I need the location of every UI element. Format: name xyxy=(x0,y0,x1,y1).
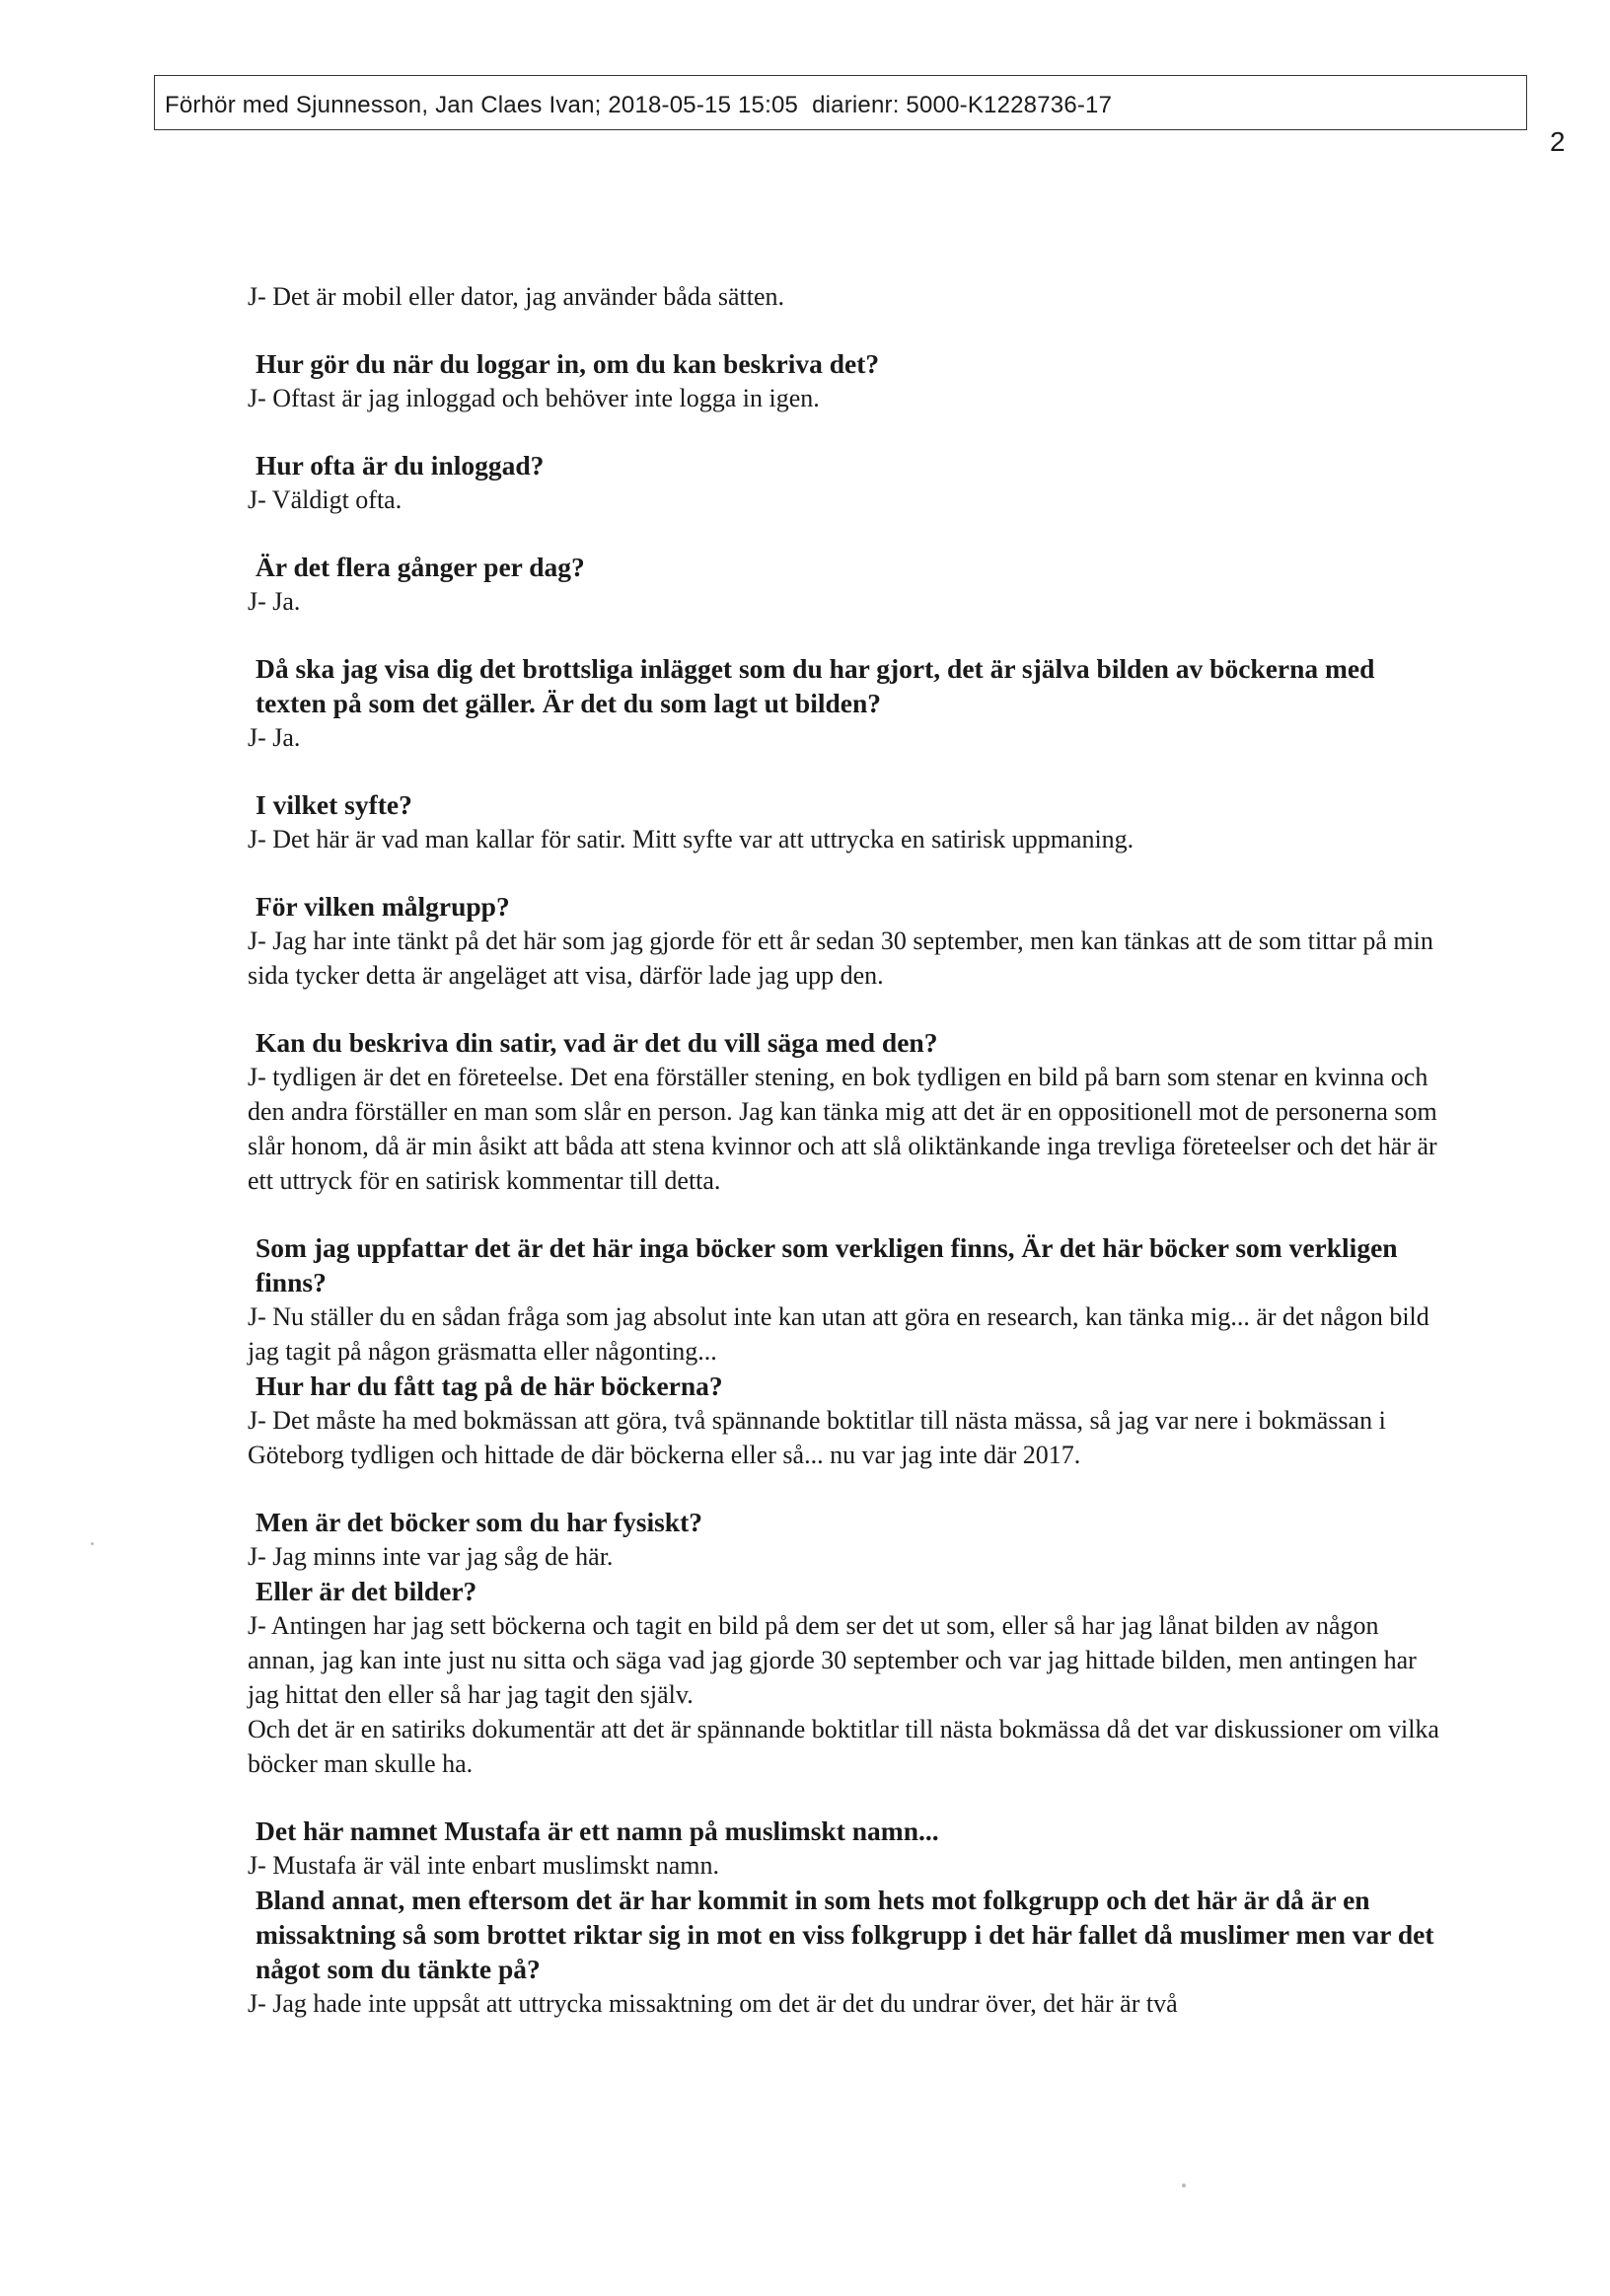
answer: J- Jag minns inte var jag såg de här. xyxy=(248,1542,614,1571)
question: För vilken målgrupp? xyxy=(256,891,510,922)
answer: J- Oftast är jag inloggad och behöver inte logga in igen. xyxy=(248,384,820,412)
question: Hur gör du när du loggar in, om du kan beskriva det? xyxy=(256,348,880,379)
answer: J- Antingen har jag sett böckerna och tagit en bild på dem ser det ut som, eller så har jag lånat bilden av någon annan, jag kan inte just nu sitta och säga vad jag gjorde 30 september och var jag hittade bilden, men antingen har jag hittat den eller så har jag tagit den själv. xyxy=(248,1611,1417,1709)
answer: J- Jag har inte tänkt på det här som jag gjorde för ett år sedan 30 september, men kan tänkas att de som tittar på min sida tycker detta är angeläget att visa, därför lade jag upp den. xyxy=(248,926,1433,990)
question: Då ska jag visa dig det brottsliga inlägget som du har gjort, det är själva bilden av böckerna med texten på som det gäller. Är det du som lagt ut bilden? xyxy=(256,653,1375,718)
question: Som jag uppfattar det är det här inga böcker som verkligen finns, Är det här böcker som verkligen finns? xyxy=(256,1232,1398,1297)
question: Är det flera gånger per dag? xyxy=(256,552,585,582)
transcript-body xyxy=(248,279,1441,2021)
answer: J- Nu ställer du en sådan fråga som jag absolut inte kan utan att göra en research, kan tänka mig... är det någon bild jag tagit på någon gräsmatta eller någonting... xyxy=(248,1302,1429,1366)
answer: J- Mustafa är väl inte enbart muslimskt namn. xyxy=(248,1851,720,1880)
question: Eller är det bilder? xyxy=(256,1576,477,1606)
document-header xyxy=(154,75,1527,130)
answer: J- Väldigt ofta. xyxy=(248,485,402,514)
scan-speck xyxy=(91,1542,94,1545)
question: Hur har du fått tag på de här böckerna? xyxy=(256,1370,723,1401)
question: Men är det böcker som du har fysiskt? xyxy=(256,1507,703,1537)
question: Kan du beskriva din satir, vad är det du vill säga med den? xyxy=(256,1027,938,1058)
page-number: 2 xyxy=(1550,126,1566,157)
answer: J- Jag hade inte uppsåt att uttrycka missaktning om det är det du undrar över, det här är två xyxy=(248,1989,1178,2018)
answer: J- Det här är vad man kallar för satir. Mitt syfte var att uttrycka en satirisk uppmaning. xyxy=(248,825,1134,853)
question: Hur ofta är du inloggad? xyxy=(256,450,545,481)
scan-speck xyxy=(1182,2184,1186,2187)
answer: J- Ja. xyxy=(248,723,301,752)
question: Bland annat, men eftersom det är har kommit in som hets mot folkgrupp och det här är då är en missaktning så som brottet riktar sig in mot en viss folkgrupp i det här fallet då muslimer men var det något som du tänkte på? xyxy=(256,1885,1434,1984)
diary-number: diarienr: 5000-K1228736-17 xyxy=(812,92,1113,118)
question: Det här namnet Mustafa är ett namn på muslimskt namn... xyxy=(256,1815,939,1846)
answer: J- Ja. xyxy=(248,587,301,616)
answer-continued: Och det är en satiriks dokumentär att det är spännande boktitlar till nästa bokmässa då det var diskussioner om vilka böcker man skulle ha. xyxy=(248,1715,1439,1778)
answer: J- Det måste ha med bokmässan att göra, två spännande boktitlar till nästa mässa, så jag var nere i bokmässan i Göteborg tydligen och hittade de där böckerna eller så... nu var jag inte där 2017. xyxy=(248,1406,1386,1469)
answer: J- tydligen är det en företeelse. Det ena förställer stening, en bok tydligen en bild på barn som stenar en kvinna och den andra förställer en man som slår en person. Jag kan tänka mig att det är en oppositionell mot de personerna som slår honom, då är min åsikt att båda att stena kvinnor och att slå oliktänkande inga trevliga företeelser och det här är ett uttryck för en satirisk kommentar till detta. xyxy=(248,1063,1437,1195)
interrogation-title: Förhör med Sjunnesson, Jan Claes Ivan; 2018-05-15 15:05 xyxy=(165,92,799,118)
answer: J- Det är mobil eller dator, jag använder båda sätten. xyxy=(248,282,785,311)
question: I vilket syfte? xyxy=(256,789,412,820)
